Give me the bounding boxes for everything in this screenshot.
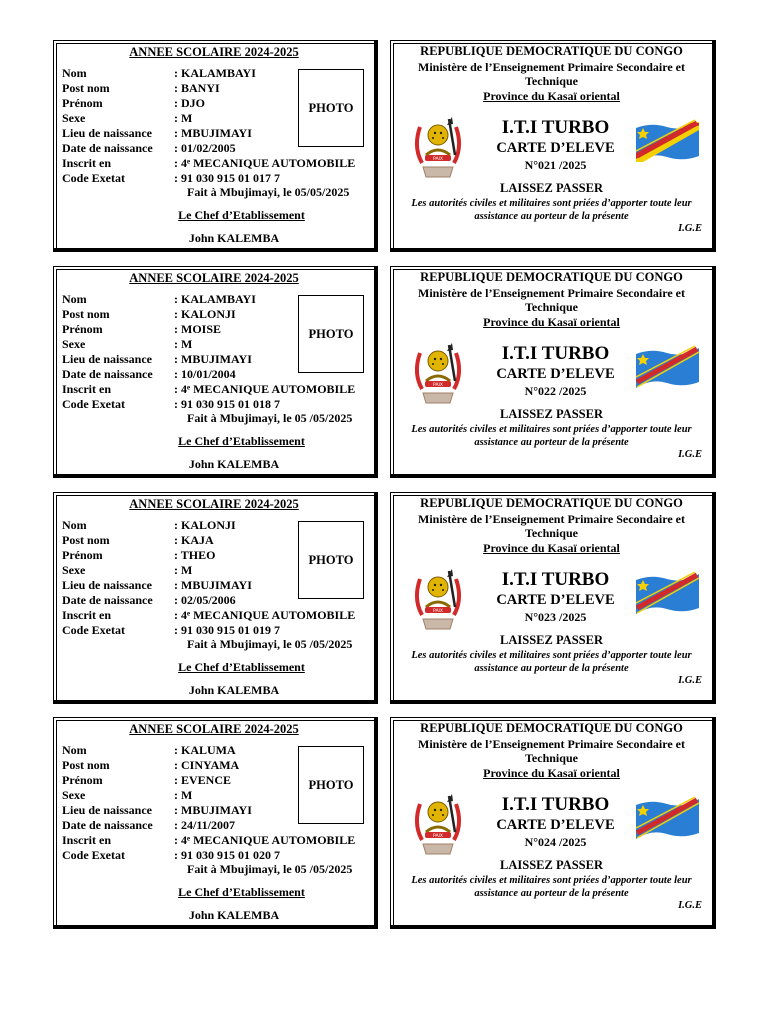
value-inscrit: : 4ᵉ MECANIQUE AUTOMOBILE [174, 156, 356, 170]
chef-label: Le Chef d’Etablissement [178, 660, 305, 674]
student-card-back [390, 492, 716, 704]
label-date-naissance: Date de naissance [62, 367, 153, 381]
value-nom: : KALAMBAYI [174, 66, 256, 80]
school-name: I.T.I TURBO [501, 343, 610, 364]
made-at: Fait à Mbujimayi, le 05 /05/2025 [187, 411, 353, 425]
label-prenom: Prénom [62, 773, 103, 787]
country-title: REPUBLIQUE DEMOCRATIQUE DU CONGO [420, 44, 683, 58]
value-code-exetat: : 91 030 915 01 020 7 [174, 848, 280, 862]
label-date-naissance: Date de naissance [62, 141, 153, 155]
ige-label: I.G.E [678, 223, 702, 234]
photo-label: PHOTO [308, 552, 354, 567]
authority-notice: Les autorités civiles et militaires sont priées d’apporter toute leur assistance au porteur de la présente [411, 650, 692, 674]
svg-text:PAIX: PAIX [433, 383, 443, 388]
label-code-exetat: Code Exetat [62, 171, 125, 185]
value-prenom: : THEO [174, 548, 216, 562]
card-number: N°023 /2025 [524, 610, 587, 624]
student-card-back [390, 40, 716, 252]
signatory-name: John KALEMBA [188, 683, 280, 697]
school-name: I.T.I TURBO [501, 569, 610, 590]
country-title: REPUBLIQUE DEMOCRATIQUE DU CONGO [420, 270, 683, 284]
value-lieu-naissance: : MBUJIMAYI [174, 126, 252, 140]
student-card-front [53, 266, 378, 478]
signatory-name: John KALEMBA [188, 908, 280, 922]
made-at: Fait à Mbujimayi, le 05 /05/2025 [187, 637, 353, 651]
value-post-nom: : KALONJI [174, 307, 236, 321]
value-lieu-naissance: : MBUJIMAYI [174, 352, 252, 366]
value-lieu-naissance: : MBUJIMAYI [174, 803, 252, 817]
student-card-front [53, 40, 378, 252]
signatory-name: John KALEMBA [188, 457, 280, 471]
country-title: REPUBLIQUE DEMOCRATIQUE DU CONGO [420, 721, 683, 735]
label-prenom: Prénom [62, 322, 103, 336]
pass-title: LAISSEZ PASSER [500, 407, 603, 421]
ige-label: I.G.E [678, 449, 702, 460]
svg-text:PAIX: PAIX [433, 157, 443, 162]
label-sexe: Sexe [62, 337, 86, 351]
value-code-exetat: : 91 030 915 01 017 7 [174, 171, 280, 185]
country-title: REPUBLIQUE DEMOCRATIQUE DU CONGO [420, 496, 683, 510]
student-card-front [53, 717, 378, 929]
photo-placeholder [298, 521, 364, 599]
value-nom: : KALAMBAYI [174, 292, 256, 306]
value-post-nom: : BANYI [174, 81, 220, 95]
card-type: CARTE D’ELEVE [496, 366, 615, 382]
label-inscrit: Inscrit en [62, 608, 111, 622]
value-lieu-naissance: : MBUJIMAYI [174, 578, 252, 592]
photo-placeholder [298, 295, 364, 373]
value-date-naissance: : 02/05/2006 [174, 593, 236, 607]
value-code-exetat: : 91 030 915 01 019 7 [174, 623, 280, 637]
photo-label: PHOTO [308, 100, 354, 115]
chef-label: Le Chef d’Etablissement [178, 434, 305, 448]
label-code-exetat: Code Exetat [62, 397, 125, 411]
value-inscrit: : 4ᵉ MECANIQUE AUTOMOBILE [174, 833, 356, 847]
label-post-nom: Post nom [62, 81, 110, 95]
ministry-title: Ministère de l’Enseignement Primaire Secondaire et Technique [418, 737, 685, 765]
label-prenom: Prénom [62, 96, 103, 110]
card-type: CARTE D’ELEVE [496, 140, 615, 156]
province-title: Province du Kasaï oriental [483, 89, 620, 103]
value-prenom: : DJO [174, 96, 205, 110]
value-date-naissance: : 24/11/2007 [174, 818, 236, 832]
photo-label: PHOTO [308, 777, 354, 792]
province-title: Province du Kasaï oriental [483, 315, 620, 329]
ministry-title: Ministère de l’Enseignement Primaire Secondaire et Technique [418, 512, 685, 540]
photo-placeholder [298, 69, 364, 147]
card-number: N°024 /2025 [524, 835, 587, 849]
pass-title: LAISSEZ PASSER [500, 858, 603, 872]
value-sexe: : M [174, 337, 193, 351]
value-date-naissance: : 10/01/2004 [174, 367, 236, 381]
pass-title: LAISSEZ PASSER [500, 181, 603, 195]
school-year: ANNEE SCOLAIRE 2024-2025 [129, 271, 299, 285]
value-sexe: : M [174, 111, 193, 125]
drc-flag-icon [633, 344, 701, 394]
value-sexe: : M [174, 563, 193, 577]
drc-flag-icon [633, 118, 701, 168]
card-type: CARTE D’ELEVE [496, 817, 615, 833]
student-card-back [390, 717, 716, 929]
value-post-nom: : CINYAMA [174, 758, 240, 772]
value-inscrit: : 4ᵉ MECANIQUE AUTOMOBILE [174, 608, 356, 622]
student-card-front [53, 492, 378, 704]
svg-text:PAIX: PAIX [433, 609, 443, 614]
label-lieu-naissance: Lieu de naissance [62, 126, 153, 140]
label-post-nom: Post nom [62, 533, 110, 547]
label-prenom: Prénom [62, 548, 103, 562]
value-prenom: : EVENCE [174, 773, 232, 787]
label-code-exetat: Code Exetat [62, 623, 125, 637]
label-sexe: Sexe [62, 111, 86, 125]
label-inscrit: Inscrit en [62, 382, 111, 396]
photo-label: PHOTO [308, 326, 354, 341]
ministry-title: Ministère de l’Enseignement Primaire Secondaire et Technique [418, 286, 685, 314]
made-at: Fait à Mbujimayi, le 05 /05/2025 [187, 862, 353, 876]
label-code-exetat: Code Exetat [62, 848, 125, 862]
province-title: Province du Kasaï oriental [483, 766, 620, 780]
authority-notice: Les autorités civiles et militaires sont priées d’apporter toute leur assistance au porteur de la présente [411, 875, 692, 899]
drc-flag-icon [633, 795, 701, 845]
label-inscrit: Inscrit en [62, 833, 111, 847]
label-date-naissance: Date de naissance [62, 593, 153, 607]
value-nom: : KALONJI [174, 518, 236, 532]
made-at: Fait à Mbujimayi, le 05/05/2025 [187, 185, 350, 199]
value-nom: : KALUMA [174, 743, 236, 757]
ministry-title: Ministère de l’Enseignement Primaire Secondaire et Technique [418, 60, 685, 88]
authority-notice: Les autorités civiles et militaires sont priées d’apporter toute leur assistance au porteur de la présente [411, 198, 692, 222]
label-nom: Nom [62, 66, 87, 80]
value-sexe: : M [174, 788, 193, 802]
label-post-nom: Post nom [62, 307, 110, 321]
school-name: I.T.I TURBO [501, 117, 610, 138]
ige-label: I.G.E [678, 900, 702, 911]
signatory-name: John KALEMBA [188, 231, 280, 245]
ige-label: I.G.E [678, 675, 702, 686]
school-year: ANNEE SCOLAIRE 2024-2025 [129, 722, 299, 736]
value-code-exetat: : 91 030 915 01 018 7 [174, 397, 280, 411]
label-lieu-naissance: Lieu de naissance [62, 803, 153, 817]
school-year: ANNEE SCOLAIRE 2024-2025 [129, 45, 299, 59]
label-sexe: Sexe [62, 563, 86, 577]
card-number: N°021 /2025 [524, 158, 587, 172]
label-inscrit: Inscrit en [62, 156, 111, 170]
label-sexe: Sexe [62, 788, 86, 802]
label-post-nom: Post nom [62, 758, 110, 772]
label-date-naissance: Date de naissance [62, 818, 153, 832]
value-post-nom: : KAJA [174, 533, 214, 547]
student-card-back [390, 266, 716, 478]
label-nom: Nom [62, 292, 87, 306]
svg-text:PAIX: PAIX [433, 834, 443, 839]
card-number: N°022 /2025 [524, 384, 587, 398]
photo-placeholder [298, 746, 364, 824]
province-title: Province du Kasaï oriental [483, 541, 620, 555]
chef-label: Le Chef d’Etablissement [178, 208, 305, 222]
value-date-naissance: : 01/02/2005 [174, 141, 236, 155]
label-nom: Nom [62, 518, 87, 532]
authority-notice: Les autorités civiles et militaires sont priées d’apporter toute leur assistance au porteur de la présente [411, 424, 692, 448]
chef-label: Le Chef d’Etablissement [178, 885, 305, 899]
drc-flag-icon [633, 570, 701, 620]
value-prenom: : MOISE [174, 322, 222, 336]
pass-title: LAISSEZ PASSER [500, 633, 603, 647]
school-name: I.T.I TURBO [501, 794, 610, 815]
label-lieu-naissance: Lieu de naissance [62, 578, 153, 592]
label-nom: Nom [62, 743, 87, 757]
card-type: CARTE D’ELEVE [496, 592, 615, 608]
value-inscrit: : 4ᵉ MECANIQUE AUTOMOBILE [174, 382, 356, 396]
school-year: ANNEE SCOLAIRE 2024-2025 [129, 497, 299, 511]
label-lieu-naissance: Lieu de naissance [62, 352, 153, 366]
